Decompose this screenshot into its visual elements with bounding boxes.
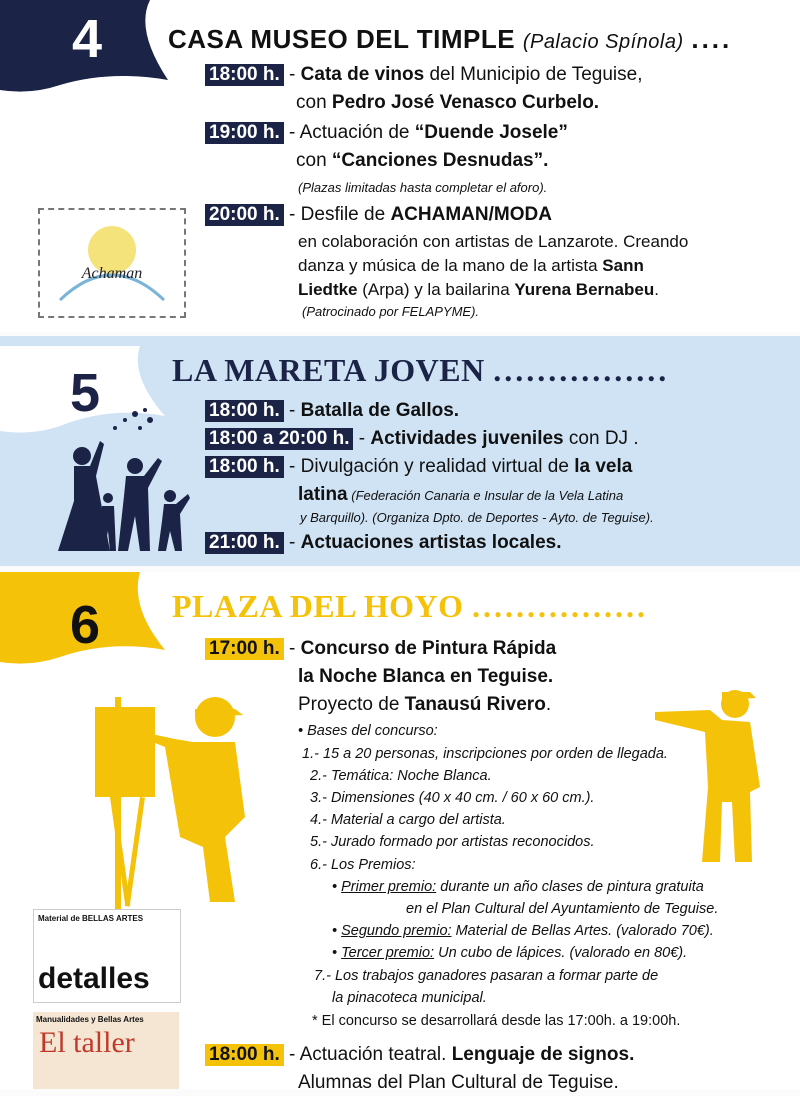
event-line: danza y música de la mano de la artista Sann [298, 256, 644, 275]
bases-item: 7.- Los trabajos ganadores pasaran a formar parte de [314, 968, 659, 984]
note: y Barquillo). (Organiza Dpto. de Deportes - Ayto. de Teguise). [300, 510, 654, 525]
event-row: 17:00 h. - Concurso de Pintura Rápida [205, 636, 556, 662]
event-row-cont: latina (Federación Canaria e Insular de la Vela Latina [298, 484, 624, 505]
bases-item: 6.- Los Premios: [310, 857, 416, 873]
event-row: 18:00 h. - Batalla de Gallos. [205, 398, 459, 424]
bases-item: 1.- 15 a 20 personas, inscripciones por orden de llegada. [302, 746, 668, 762]
prize-item: • Tercer premio: Un cubo de lápices. (valorado en 80€). [332, 945, 688, 961]
section-title: LA MARETA JOVEN ................ [172, 352, 670, 388]
event-line: en colaboración con artistas de Lanzarote. Creando [298, 232, 689, 251]
singer-silhouette-icon [650, 682, 780, 867]
bases-item: 2.- Temática: Noche Blanca. [310, 768, 492, 784]
bases-item: • Bases del concurso: [298, 723, 438, 739]
bases-item-cont: la pinacoteca municipal. [332, 990, 487, 1006]
event-row-cont: la Noche Blanca en Teguise. [298, 666, 554, 687]
painter-silhouette-icon [85, 687, 265, 917]
section-title: CASA MUSEO DEL TIMPLE (Palacio Spínola) .... [168, 24, 733, 54]
section-number: 4 [72, 9, 103, 69]
bases-item: 3.- Dimensiones (40 x 40 cm. / 60 x 60 cm.). [310, 790, 595, 806]
event-row-cont: Proyecto de Tanausú Rivero. [298, 694, 552, 715]
event-row: 20:00 h. - Desfile de ACHAMAN/MODA [205, 202, 552, 228]
section-number: 5 [70, 363, 101, 423]
event-row-cont: Alumnas del Plan Cultural de Teguise. [298, 1072, 619, 1093]
event-row-cont: con Pedro José Venasco Curbelo. [296, 92, 600, 113]
note: (Plazas limitadas hasta completar el aforo). [298, 180, 548, 195]
prize-item: • Segundo premio: Material de Bellas Artes. (valorado 70€). [332, 923, 714, 939]
detalles-logo: Material de BELLAS ARTES detalles [33, 909, 181, 1003]
el-taller-logo: Manualidades y Bellas Artes El taller [33, 1012, 179, 1089]
event-row: 18:00 h. - Cata de vinos del Municipio de Teguise, [205, 62, 643, 88]
event-row: 18:00 h. - Divulgación y realidad virtual de la vela [205, 454, 632, 480]
section-number: 6 [70, 595, 101, 655]
event-row: 18:00 h. - Actuación teatral. Lenguaje de signos. [205, 1042, 634, 1068]
event-line: Liedtke (Arpa) y la bailarina Yurena Bernabeu. [298, 280, 659, 299]
prize-item-cont: en el Plan Cultural del Ayuntamiento de Teguise. [406, 901, 719, 917]
event-row: 19:00 h. - Actuación de “Duende Josele” [205, 120, 568, 146]
event-row-cont: con “Canciones Desnudas”. [296, 150, 549, 171]
section-plaza-del-hoyo [0, 572, 800, 1093]
section-mareta-joven [0, 336, 800, 566]
event-row: 18:00 a 20:00 h. - Actividades juveniles con DJ . [205, 426, 639, 452]
event-row: 21:00 h. - Actuaciones artistas locales. [205, 530, 562, 556]
prize-item: • Primer premio: durante un año clases de pintura gratuita [332, 879, 704, 895]
note: (Patrocinado por FELAPYME). [302, 304, 480, 319]
achaman-logo [38, 208, 186, 318]
bases-item: 5.- Jurado formado por artistas reconocidos. [310, 834, 595, 850]
svg-text:Achaman: Achaman [81, 265, 143, 282]
bases-item: 4.- Material a cargo del artista. [310, 812, 506, 828]
family-silhouette-icon [40, 406, 200, 556]
section-title: PLAZA DEL HOYO ................ [172, 588, 648, 624]
contest-note: * El concurso se desarrollará desde las 17:00h. a 19:00h. [312, 1013, 681, 1029]
section-casa-museo [0, 0, 800, 332]
